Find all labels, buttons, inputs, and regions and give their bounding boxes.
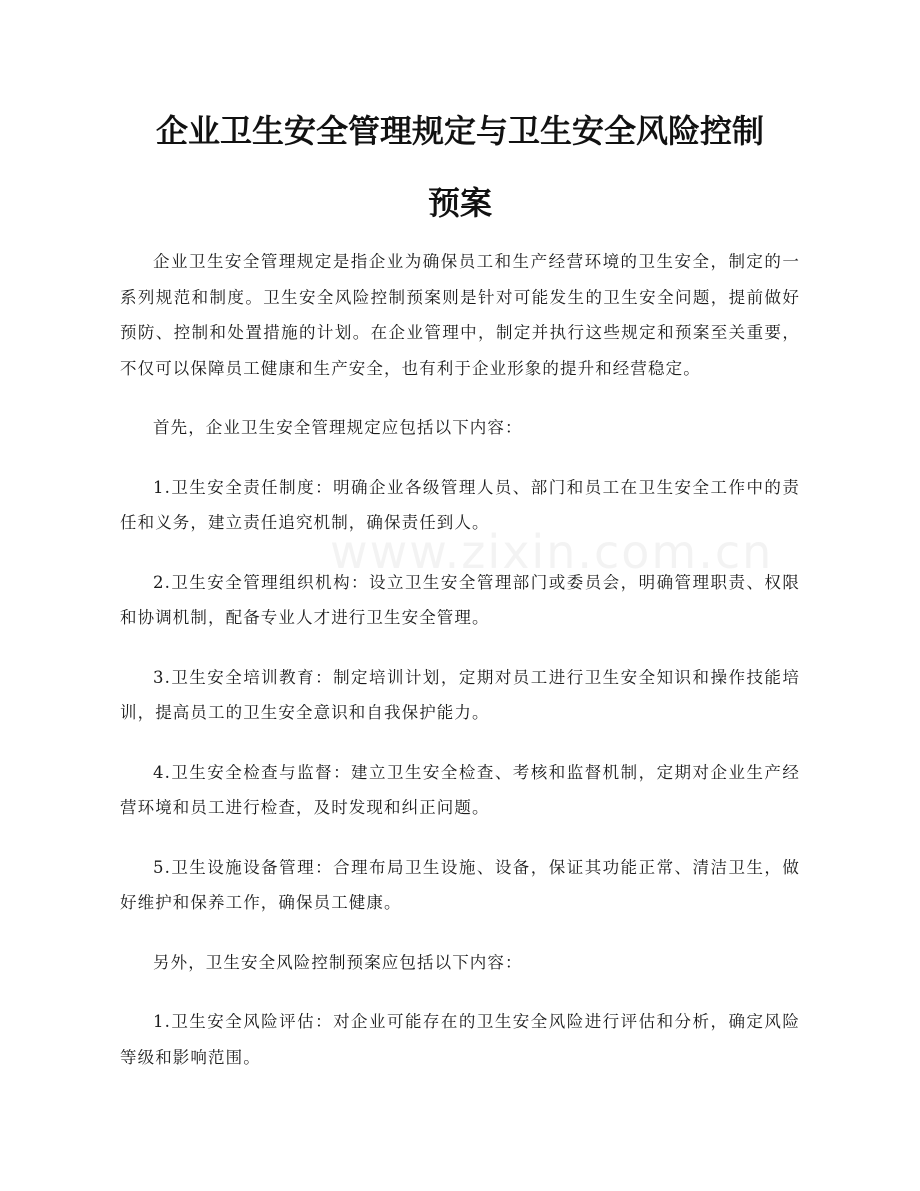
document-title	[120, 95, 800, 239]
list-item-rule-2: 2.卫生安全管理组织机构：设立卫生安全管理部门或委员会，明确管理职责、权限和协调机制，配备专业人才进行卫生安全管理。	[120, 572, 800, 627]
title-line-2: 预案	[427, 184, 492, 222]
list-item-rule-4: 4.卫生安全检查与监督：建立卫生安全检查、考核和监督机制，定期对企业生产经营环境和员工进行检查，及时发现和纠正问题。	[120, 762, 800, 817]
list-item-rule-1: 1.卫生安全责任制度：明确企业各级管理人员、部门和员工在卫生安全工作中的责任和义务，建立责任追究机制，确保责任到人。	[120, 477, 800, 532]
title-line-1: 企业卫生安全管理规定与卫生安全风险控制	[155, 112, 764, 150]
list-item-rule-3: 3.卫生安全培训教育：制定培训计划，定期对员工进行卫生安全知识和操作技能培训，提高员工的卫生安全意识和自我保护能力。	[120, 667, 800, 722]
intro-paragraph: 企业卫生安全管理规定是指企业为确保员工和生产经营环境的卫生安全，制定的一系列规范和制度。卫生安全风险控制预案则是针对可能发生的卫生安全问题，提前做好预防、控制和处置措施的计划。在企业管理中，制定并执行这些规定和预案至关重要，不仅可以保障员工健康和生产安全，也有利于企业形象的提升和经营稳定。	[120, 252, 800, 378]
section-intro-rules: 首先，企业卫生安全管理规定应包括以下内容：	[153, 418, 523, 437]
list-item-plan-1: 1.卫生安全风险评估：对企业可能存在的卫生安全风险进行评估和分析，确定风险等级和影响范围。	[120, 1012, 800, 1067]
list-item-rule-5: 5.卫生设施设备管理：合理布局卫生设施、设备，保证其功能正常、清洁卫生，做好维护和保养工作，确保员工健康。	[120, 857, 800, 912]
section-intro-plan: 另外，卫生安全风险控制预案应包括以下内容：	[153, 952, 523, 972]
watermark: www.zixin.com.cn	[330, 525, 774, 579]
document-body	[120, 244, 800, 1099]
